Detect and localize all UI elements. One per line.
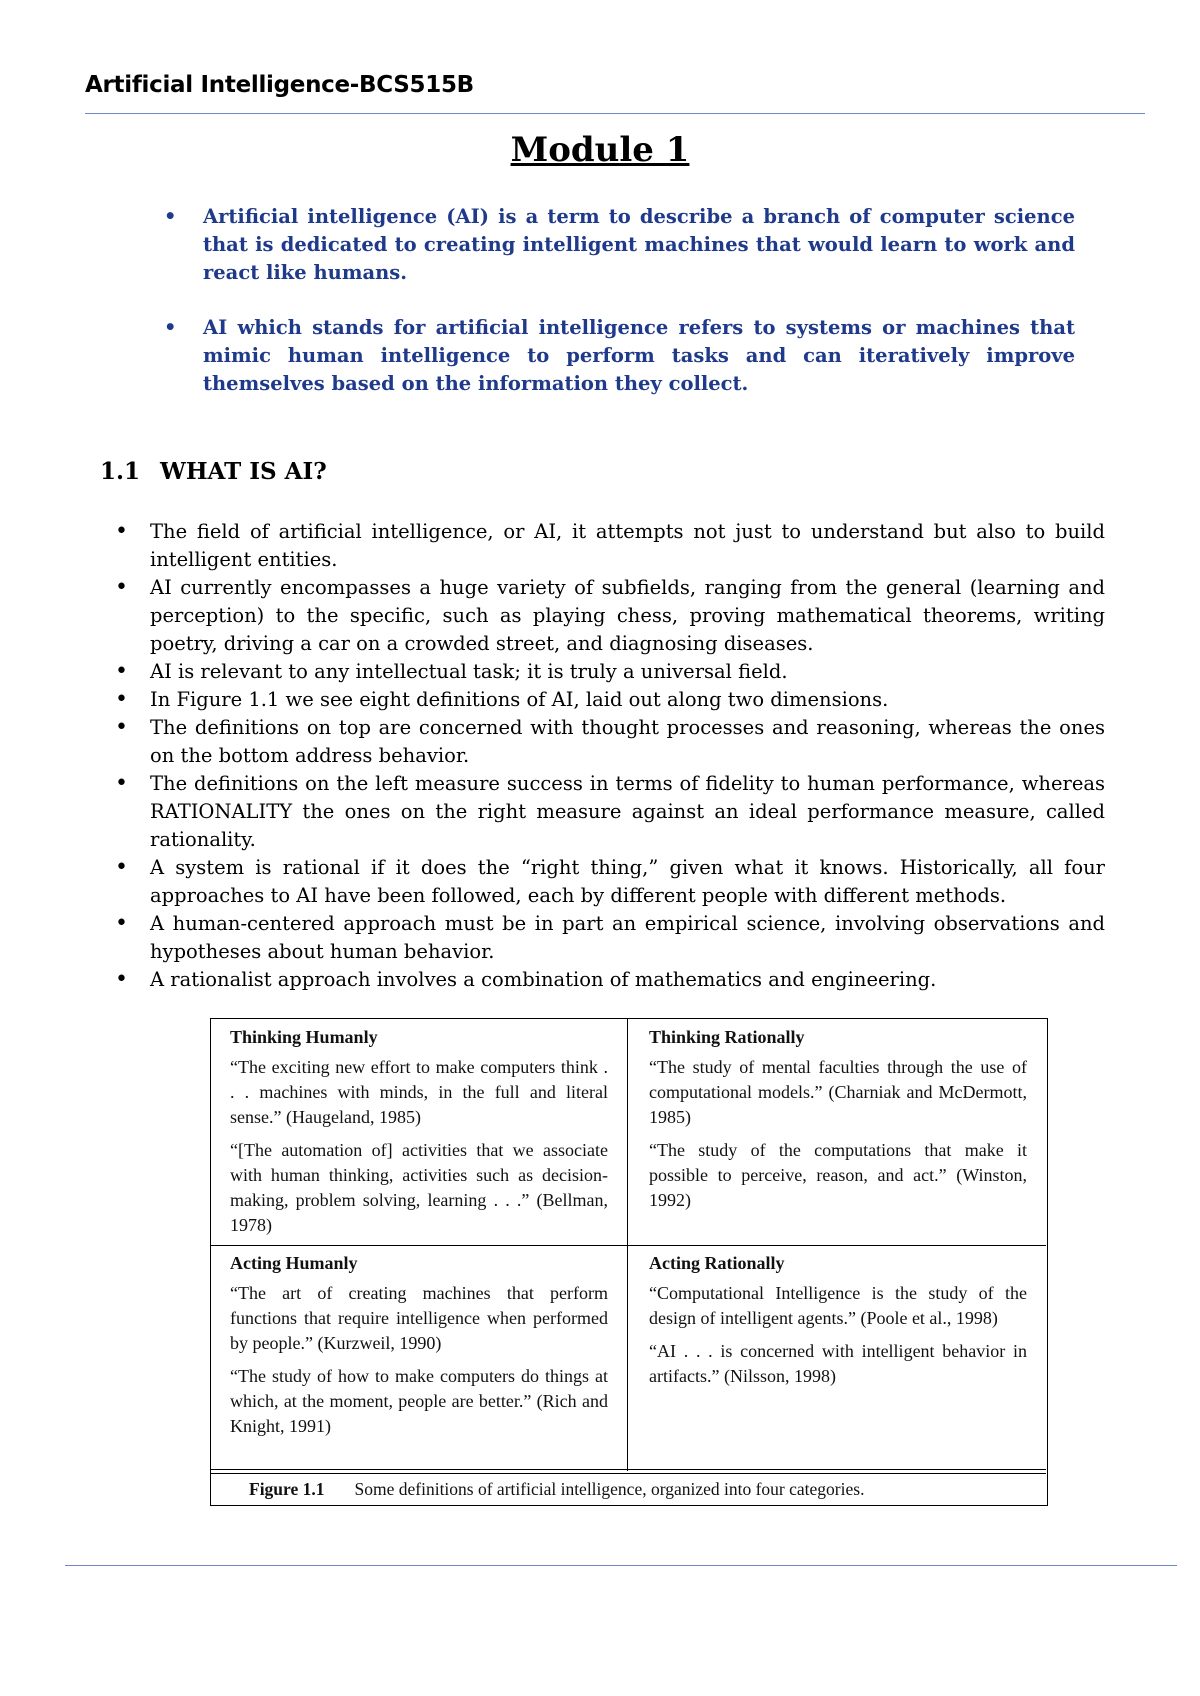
cell-acting-rationally [649, 1251, 1027, 1397]
list-item: • The definitions on the left measure success in terms of fidelity to human performance, whereas RATIONALITY the ones on the right measure against an ideal performance measure, called rationality. [100, 770, 1105, 854]
cell-quote: “Computational Intelligence is the study of the design of intelligent agents.” (Poole et al., 1998) [649, 1283, 1027, 1328]
list-item: • AI is relevant to any intellectual task; it is truly a universal field. [100, 658, 1105, 686]
section-points-list [100, 518, 1105, 994]
figure-caption-label: Figure 1.1 [249, 1479, 325, 1499]
cell-quote: “The study of how to make computers do things at which, at the moment, people are better.” (Rich and Knight, 1991) [230, 1366, 608, 1436]
cell-heading: Acting Rationally [649, 1253, 785, 1273]
header-divider [85, 113, 1145, 114]
section-heading [100, 458, 327, 485]
footer-divider [65, 1565, 1177, 1566]
cell-acting-humanly [230, 1251, 608, 1447]
list-item: • A human-centered approach must be in part an empirical science, involving observations and hypotheses about human behavior. [100, 910, 1105, 966]
cell-heading: Thinking Rationally [649, 1027, 805, 1047]
figure-grid [211, 1019, 1046, 1471]
cell-thinking-humanly [230, 1025, 608, 1246]
section-number: 1.1 [100, 458, 141, 485]
list-item: • A rationalist approach involves a combination of mathematics and engineering. [100, 966, 1105, 994]
module-title: Module 1 [510, 130, 690, 170]
figure-caption-divider-inner [211, 1473, 1046, 1474]
figure-caption-divider [211, 1469, 1046, 1470]
cell-quote: “[The automation of] activities that we associate with human thinking, activities such as decision-making, problem solving, learning . . .” (Bellman, 1978) [230, 1140, 608, 1235]
cell-quote: “The art of creating machines that perform functions that require intelligence when performed by people.” (Kurzweil, 1990) [230, 1283, 608, 1353]
figure-caption [249, 1477, 864, 1502]
intro-list [150, 203, 1075, 425]
intro-point: • Artificial intelligence (AI) is a term to describe a branch of computer science that is dedicated to creating intelligent machines that would learn to work and react like humans. [150, 203, 1075, 287]
document-header-title: Artificial Intelligence-BCS515B [85, 72, 474, 98]
cell-heading: Acting Humanly [230, 1253, 358, 1273]
list-item: • AI currently encompasses a huge variety of subfields, ranging from the general (learning and perception) to the specific, such as playing chess, proving mathematical theorems, writing poetry, driving a car on a crowded street, and diagnosing diseases. [100, 574, 1105, 658]
cell-thinking-rationally [649, 1025, 1027, 1221]
list-item: • A system is rational if it does the “right thing,” given what it knows. Historically, all four approaches to AI have been followed, each by different people with different methods. [100, 854, 1105, 910]
cell-quote: “The study of mental faculties through the use of computational models.” (Charniak and McDermott, 1985) [649, 1057, 1027, 1127]
section-title: WHAT IS AI? [160, 458, 327, 485]
list-item: • The definitions on top are concerned with thought processes and reasoning, whereas the ones on the bottom address behavior. [100, 714, 1105, 770]
cell-quote: “The exciting new effort to make computers think . . . machines with minds, in the full and literal sense.” (Haugeland, 1985) [230, 1057, 608, 1127]
cell-quote: “The study of the computations that make it possible to perceive, reason, and act.” (Winston, 1992) [649, 1140, 1027, 1210]
intro-point: • AI which stands for artificial intelligence refers to systems or machines that mimic human intelligence to perform tasks and can iteratively improve themselves based on the information they collect. [150, 314, 1075, 398]
figure-caption-text: Some definitions of artificial intelligence, organized into four categories. [354, 1479, 865, 1499]
cell-quote: “AI . . . is concerned with intelligent behavior in artifacts.” (Nilsson, 1998) [649, 1341, 1027, 1386]
list-item: • The field of artificial intelligence, or AI, it attempts not just to understand but also to build intelligent entities. [100, 518, 1105, 574]
figure-ai-definitions [210, 1018, 1048, 1506]
cell-heading: Thinking Humanly [230, 1027, 378, 1047]
list-item: • In Figure 1.1 we see eight definitions of AI, laid out along two dimensions. [100, 686, 1105, 714]
